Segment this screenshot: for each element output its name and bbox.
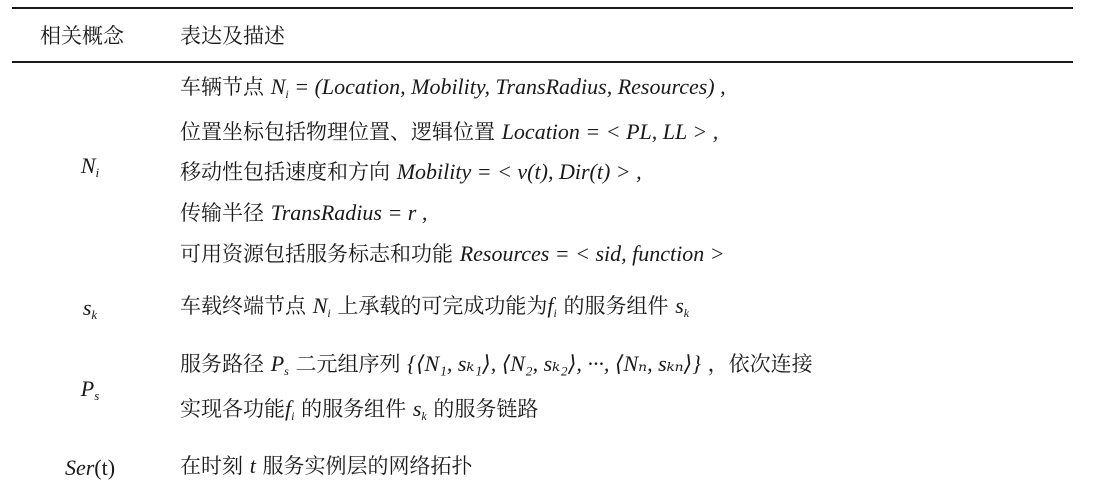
term-ni: $N_i$ [80,153,100,180]
ni-line-2: 位置坐标包括物理位置、逻辑位置 Location = < PL, LL > , [180,119,719,144]
term-sk: $s_k$ [82,295,98,322]
ni-line-4: 传输半径 TransRadius = r , [180,200,428,225]
header-concept: 相关概念 [40,24,124,48]
ni-line-5: 可用资源包括服务标志和功能 Resources = < sid, function > [180,241,725,266]
term-ps: $P_s$ [80,376,100,403]
ni-line-3: 移动性包括速度和方向 Mobility = < v(t), Dir(t) > , [180,159,642,184]
ni-line-1: 车辆节点 $N_i$ = (Location, Mobility, TransRadius, Resources) , [180,74,726,101]
table-header-rule [12,61,1073,63]
ps-line-1: 服务路径 $P_s$ 二元组序列 {⟨N₁, sₖ₁⟩, ⟨N₂, sₖ₂⟩, ···, ⟨Nₙ, sₖₙ⟩} ，依次连接 [180,351,813,378]
ser-line-1: 在时刻 t 服务实例层的网络拓扑 [180,453,473,478]
sk-line-1: 车载终端节点 $N_i$ 上承载的可完成功能为$f_i$ 的服务组件 $s_k$ [180,293,690,320]
header-description: 表达及描述 [180,24,285,48]
table-top-rule [12,7,1073,9]
term-ser: Ser(t) [64,455,116,480]
ps-line-2: 实现各功能$f_i$ 的服务组件 $s_k$ 的服务链路 [180,396,539,423]
